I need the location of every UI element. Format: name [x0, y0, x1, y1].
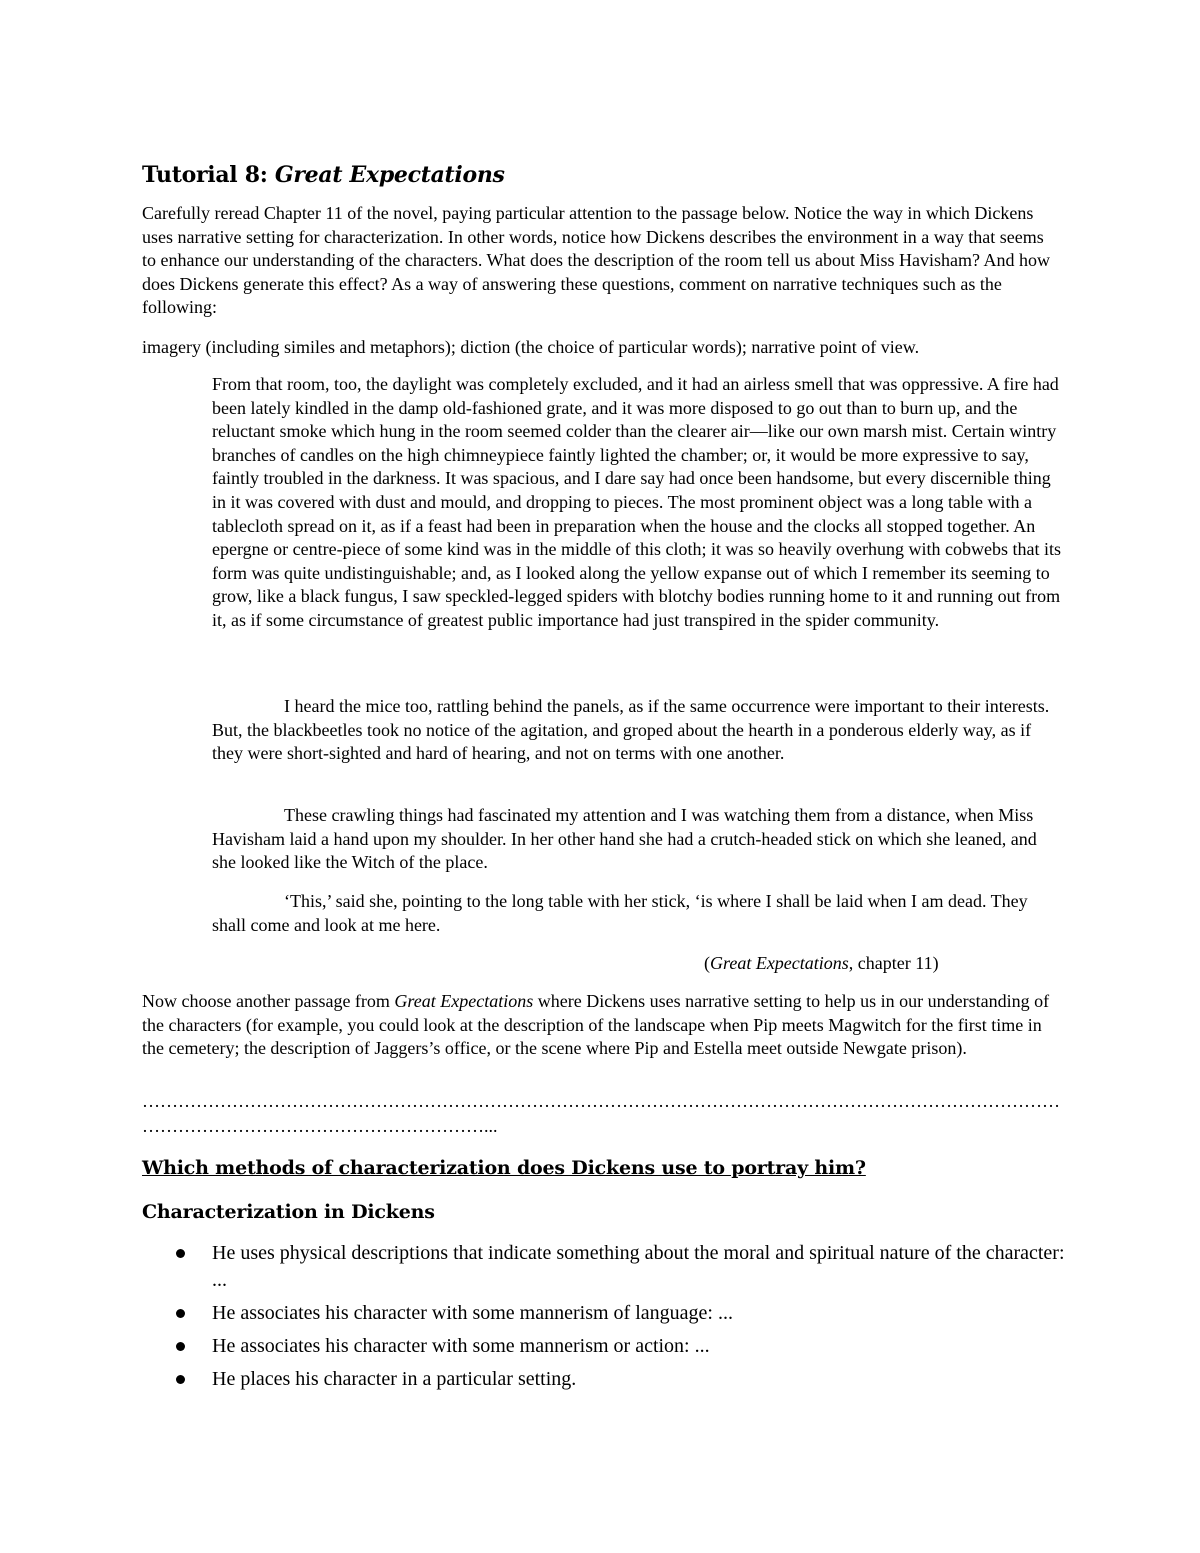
characterization-list: [142, 1240, 1072, 1399]
intro-paragraph: Carefully reread Chapter 11 of the novel, paying particular attention to the passage below. Notice the way in which Dickens uses narrative setting for characterization. In other words, notice how Dickens describes the environment in a way that seems to enhance our understanding of the characters. What does the description of the room tell us about Miss Havisham? And how does Dickens generate this effect? As a way of answering these questions, comment on narrative techniques such as the following:: [142, 203, 1050, 318]
quote-paragraph-2: I heard the mice too, rattling behind the panels, as if the same occurrence were important to their interests. But, the blackbeetles took no notice of the agitation, and groped about the hearth in a ponderous elderly way, as if they were short-sighted and hard of hearing, and not on terms with one another.: [212, 696, 1050, 764]
quote-paragraph-4: ‘This,’ said she, pointing to the long table with her stick, ‘is where I shall be laid when I am dead. They shall come and look at me here.: [212, 891, 1028, 935]
citation-rest: , chapter 11): [848, 953, 939, 973]
quote-paragraph-1: From that room, too, the daylight was completely excluded, and it had an airless smell that was oppressive. A fire had been lately kindled in the damp old-fashioned grate, and it was more disposed to go out than to burn up, and the reluctant smoke which hung in the room seemed colder than the clearer air—like our own marsh mist. Certain wintry branches of candles on the high chimneypiece faintly lighted the chamber; or, it would be more expressive to say, faintly troubled in the darkness. It was spacious, and I dare say had once been handsome, but every discernible thing in it was covered with dust and mould, and dropping to pieces. The most prominent object was a long table with a tablecloth spread on it, as if a feast had been in preparation when the house and the clocks all stopped together. An epergne or centre-piece of some kind was in the middle of this cloth; it was so heavily overhung with cobwebs that its form was quite undistinguishable; and, as I looked along the yellow expanse out of which I remember its seeming to grow, like a black fungus, I saw speckled-legged spiders with blotchy bodies running home to it and running out from it, as if some circumstance of greatest public importance had just transpired in the spider community.: [212, 374, 1061, 630]
techniques-list-paragraph: imagery (including similes and metaphors); diction (the choice of particular words); narrative point of view.: [142, 337, 920, 357]
question-heading: Which methods of characterization does Dickens use to portray him?: [142, 1157, 866, 1179]
list-item-text: He associates his character with some mannerism or action: ...: [212, 1335, 710, 1357]
bullet-icon: [176, 1342, 185, 1351]
list-item: [142, 1300, 1072, 1327]
assignment-before: Now choose another passage from: [142, 991, 395, 1011]
list-item: [142, 1333, 1072, 1360]
quote-citation: [704, 952, 939, 976]
bullet-icon: [176, 1375, 185, 1384]
answer-line-2: …………………………………………………...: [142, 1116, 498, 1136]
assignment-after: where Dickens uses narrative setting to help us in our understanding of the characters (for example, you could look at the description of the landscape when Pip meets Magwitch for the first time in the cemetery; the description of Jaggers’s office, or the scene where Pip and Estella meet outside Newgate prison).: [142, 991, 1050, 1059]
assignment-paragraph: [142, 990, 1062, 1061]
citation-italic: Great Expectations: [710, 953, 849, 973]
answer-line-1: ………………………………………………………………………………………………………………………………………: [142, 1091, 1060, 1111]
list-item-text: He uses physical descriptions that indicate something about the moral and spiritual nature of the character: ...: [212, 1242, 1065, 1291]
list-item-text: He places his character in a particular setting.: [212, 1368, 577, 1390]
assignment-italic: Great Expectations: [394, 991, 534, 1011]
list-item: [142, 1240, 1072, 1294]
bullet-icon: [176, 1249, 185, 1258]
citation-open: (: [704, 953, 710, 973]
bullet-icon: [176, 1309, 185, 1318]
list-item-text: He associates his character with some mannerism of language: ...: [212, 1302, 733, 1324]
title-prefix: Tutorial 8:: [142, 162, 275, 188]
quote-paragraph-3: These crawling things had fascinated my attention and I was watching them from a distance, when Miss Havisham laid a hand upon my shoulder. In her other hand she had a crutch-headed stick on which she leaned, and she looked like the Witch of the place.: [212, 805, 1037, 873]
page-title: [142, 160, 505, 190]
section-heading: Characterization in Dickens: [142, 1201, 435, 1223]
list-item: [142, 1366, 1072, 1393]
title-italic: Great Expectations: [274, 162, 505, 188]
